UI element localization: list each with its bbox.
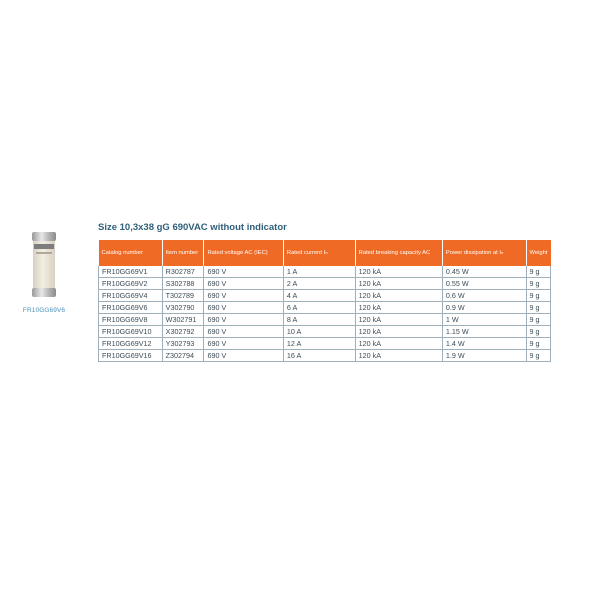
cell-item-number: Z302794 bbox=[162, 350, 204, 362]
header-weight: Weight bbox=[526, 240, 550, 266]
cell-rated-current: 4 A bbox=[283, 290, 355, 302]
header-rated-current: Rated current Iₙ bbox=[283, 240, 355, 266]
cell-weight: 9 g bbox=[526, 290, 550, 302]
section-title: Size 10,3x38 gG 690VAC without indicator bbox=[98, 222, 287, 233]
cell-power-dissipation: 0.45 W bbox=[442, 266, 526, 278]
cell-breaking-capacity: 120 kA bbox=[355, 338, 442, 350]
table-row bbox=[99, 314, 551, 326]
cell-weight: 9 g bbox=[526, 350, 550, 362]
cell-catalog-number: FR10GG69V12 bbox=[99, 338, 163, 350]
cell-catalog-number: FR10GG69V2 bbox=[99, 278, 163, 290]
cell-rated-voltage: 690 V bbox=[204, 338, 283, 350]
cell-power-dissipation: 0.55 W bbox=[442, 278, 526, 290]
cell-breaking-capacity: 120 kA bbox=[355, 302, 442, 314]
cell-rated-current: 12 A bbox=[283, 338, 355, 350]
product-image-caption: FR10GG69V6 bbox=[22, 307, 66, 314]
table-row bbox=[99, 278, 551, 290]
cell-catalog-number: FR10GG69V6 bbox=[99, 302, 163, 314]
fuse-label-line bbox=[36, 252, 52, 254]
header-item-number: Item number bbox=[162, 240, 204, 266]
header-power-dissipation: Power dissipation at Iₙ bbox=[442, 240, 526, 266]
cell-weight: 9 g bbox=[526, 266, 550, 278]
cell-power-dissipation: 0.9 W bbox=[442, 302, 526, 314]
cell-weight: 9 g bbox=[526, 326, 550, 338]
table-row bbox=[99, 290, 551, 302]
cell-item-number: T302789 bbox=[162, 290, 204, 302]
cell-rated-current: 8 A bbox=[283, 314, 355, 326]
fuse-label-band bbox=[34, 244, 54, 249]
cell-rated-current: 6 A bbox=[283, 302, 355, 314]
table-header-row bbox=[99, 240, 551, 266]
cell-power-dissipation: 0.6 W bbox=[442, 290, 526, 302]
fuse-product-image bbox=[30, 232, 58, 302]
cell-rated-current: 2 A bbox=[283, 278, 355, 290]
cell-item-number: Y302793 bbox=[162, 338, 204, 350]
cell-catalog-number: FR10GG69V10 bbox=[99, 326, 163, 338]
cell-item-number: R302787 bbox=[162, 266, 204, 278]
table-row bbox=[99, 338, 551, 350]
table-row bbox=[99, 302, 551, 314]
cell-power-dissipation: 1.9 W bbox=[442, 350, 526, 362]
fuse-top-cap bbox=[32, 232, 56, 241]
spec-table bbox=[98, 240, 551, 362]
header-breaking-capacity: Rated breaking capacity AC bbox=[355, 240, 442, 266]
cell-rated-voltage: 690 V bbox=[204, 278, 283, 290]
cell-breaking-capacity: 120 kA bbox=[355, 278, 442, 290]
cell-item-number: S302788 bbox=[162, 278, 204, 290]
table-row bbox=[99, 326, 551, 338]
cell-breaking-capacity: 120 kA bbox=[355, 314, 442, 326]
header-rated-voltage: Rated voltage AC (IEC) bbox=[204, 240, 283, 266]
cell-item-number: V302790 bbox=[162, 302, 204, 314]
cell-weight: 9 g bbox=[526, 338, 550, 350]
cell-item-number: W302791 bbox=[162, 314, 204, 326]
cell-rated-current: 10 A bbox=[283, 326, 355, 338]
table-row bbox=[99, 266, 551, 278]
cell-rated-voltage: 690 V bbox=[204, 326, 283, 338]
cell-breaking-capacity: 120 kA bbox=[355, 350, 442, 362]
cell-rated-voltage: 690 V bbox=[204, 266, 283, 278]
cell-power-dissipation: 1.15 W bbox=[442, 326, 526, 338]
cell-power-dissipation: 1.4 W bbox=[442, 338, 526, 350]
cell-breaking-capacity: 120 kA bbox=[355, 326, 442, 338]
cell-rated-voltage: 690 V bbox=[204, 350, 283, 362]
fuse-bottom-cap bbox=[32, 288, 56, 297]
cell-catalog-number: FR10GG69V16 bbox=[99, 350, 163, 362]
cell-rated-voltage: 690 V bbox=[204, 314, 283, 326]
cell-catalog-number: FR10GG69V4 bbox=[99, 290, 163, 302]
cell-weight: 9 g bbox=[526, 302, 550, 314]
cell-item-number: X302792 bbox=[162, 326, 204, 338]
cell-weight: 9 g bbox=[526, 314, 550, 326]
cell-power-dissipation: 1 W bbox=[442, 314, 526, 326]
cell-weight: 9 g bbox=[526, 278, 550, 290]
cell-rated-voltage: 690 V bbox=[204, 302, 283, 314]
header-catalog-number: Catalog number bbox=[99, 240, 163, 266]
cell-catalog-number: FR10GG69V1 bbox=[99, 266, 163, 278]
cell-rated-voltage: 690 V bbox=[204, 290, 283, 302]
cell-breaking-capacity: 120 kA bbox=[355, 266, 442, 278]
cell-catalog-number: FR10GG69V8 bbox=[99, 314, 163, 326]
cell-rated-current: 16 A bbox=[283, 350, 355, 362]
table-row bbox=[99, 350, 551, 362]
cell-rated-current: 1 A bbox=[283, 266, 355, 278]
cell-breaking-capacity: 120 kA bbox=[355, 290, 442, 302]
